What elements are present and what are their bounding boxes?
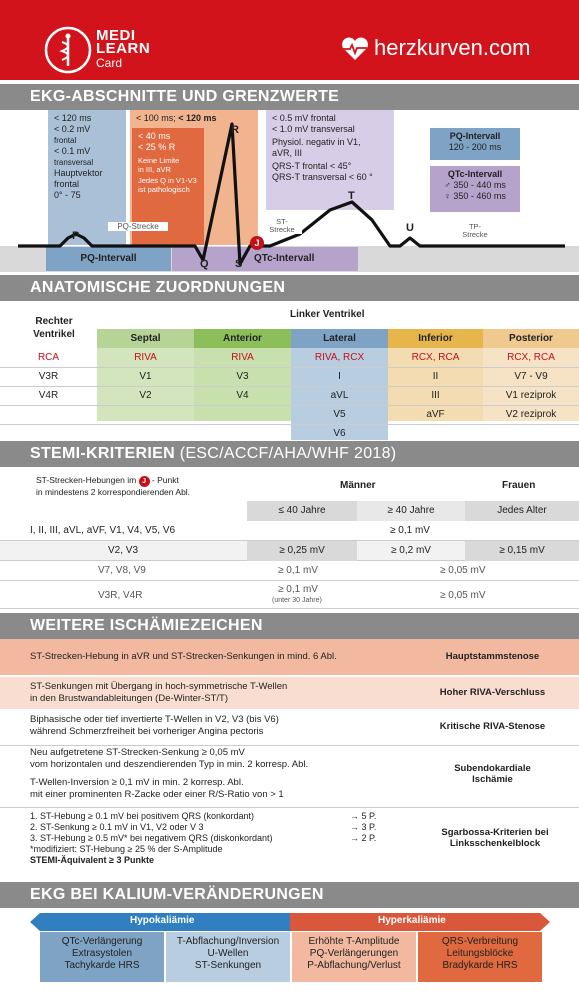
value-text: Hauptvektor [54, 168, 103, 178]
table-cell: V3R [0, 367, 97, 386]
note-text: ist pathologisch [138, 185, 190, 194]
table-cell: RIVA [97, 348, 194, 367]
value-text: Physiol. negativ in V1, [272, 137, 361, 147]
value-text: ≥ 0,05 mV [440, 590, 486, 601]
anatomy-rows [0, 348, 579, 443]
brand-text [96, 29, 150, 55]
kalium-text: P-Abflachung/Verlust [307, 960, 401, 971]
header-inferior: Inferior [388, 329, 483, 348]
table-cell [0, 405, 97, 424]
value-text: ≥ 0,1 mV [278, 565, 318, 576]
table-cell: V2 reziprok [483, 405, 579, 424]
table-cell: RIVA [194, 348, 291, 367]
criterion-text: Biphasische oder tief invertierte T-Wellen in V2, V3 (bis V6) [30, 714, 279, 725]
rechter-ventrikel-header [30, 315, 78, 341]
list-item [0, 811, 579, 875]
criterion-text: während Schmerzfreiheit bei vorheriger Angina pectoris [30, 726, 264, 737]
value-text: < 0.1 mV [54, 146, 91, 156]
tp-label-2: Strecke [462, 230, 488, 239]
stemi-table [0, 467, 579, 610]
list-item [0, 677, 579, 709]
age-le40: ≤ 40 Jahre [247, 501, 357, 521]
q-duration: < 100 ms; [136, 113, 179, 123]
wave-t-label: T [348, 190, 355, 202]
qtc-male: ♂ 350 - 440 ms [444, 180, 506, 190]
brand-line-2: LEARN [96, 40, 151, 57]
diagnosis-text: Hoher RIVA-Verschluss [439, 687, 546, 698]
linker-ventrikel-header: Linker Ventrikel [290, 309, 365, 320]
table-cell: V3 [194, 367, 291, 386]
section-anat-title: ANATOMISCHE ZUORDNUNGEN [0, 275, 579, 301]
ekg-trace [0, 110, 579, 272]
header-bar [0, 0, 579, 80]
value-text: < 1.0 mV transversal [272, 124, 355, 134]
criterion-text: mit einer prominenten R-Zacke oder einer R/S-Ratio von > 1 [30, 789, 284, 800]
criterion-text: in den Brustwandableitungen (De-Winter-ST/T) [30, 693, 229, 704]
table-cell: V1 reziprok [483, 386, 579, 405]
table-cell: RCA [0, 348, 97, 367]
table-row [0, 386, 579, 405]
tp-label-1: TP- [468, 222, 482, 231]
ekg-diagram [0, 110, 579, 272]
value-text: frontal [54, 179, 80, 189]
st-strecke-label [262, 218, 302, 234]
table-cell [194, 405, 291, 424]
kalium-text: Leitungsblöcke [446, 948, 514, 959]
note-text: Jedes Q in V1-V3 [138, 176, 197, 185]
kalium-text: Bradykarde HRS [442, 960, 518, 971]
j-point-icon: J [250, 236, 264, 250]
kalium-box [166, 932, 290, 982]
anatomy-table [0, 303, 579, 440]
criterion-text: 3. ST-Hebung ≥ 0.5 mV* bei negativem QRS (diskonkordant) [30, 833, 273, 843]
diagnosis-text: Ischämie [472, 774, 513, 785]
stemi-title: STEMI-KRITERIEN [30, 445, 175, 462]
kalium-box [40, 932, 164, 982]
table-cell: RIVA, RCX [291, 348, 388, 367]
diagnosis-text: Linksschenkelblock [449, 838, 541, 849]
qtc-female: ♀ 350 - 460 ms [444, 191, 506, 201]
section-ekg-title: EKG-ABSCHNITTE UND GRENZWERTE [0, 84, 579, 110]
value-note: (unter 30 Jahre) [272, 597, 322, 604]
value-text: QRS-T transversal < 60 ° [272, 172, 373, 182]
kalium-text: T-Abflachung/Inversion [176, 936, 280, 947]
kalium-text: U-Wellen [207, 948, 249, 959]
value-text: ≥ 0,05 mV [440, 565, 486, 576]
hypo-label: Hypokaliämie [130, 915, 195, 926]
value-text: < 40 ms [138, 131, 171, 141]
value-text: 0° - 75 [54, 190, 81, 200]
wave-s-label: S [235, 258, 243, 270]
leads-text: V3R, V4R [98, 590, 143, 601]
value-text: ≥ 0,15 mV [465, 541, 579, 561]
note-text: ST-Strecken-Hebungen im [36, 475, 137, 485]
diagnosis-text: Subendokardiale [454, 763, 531, 774]
header-septal: Septal [97, 329, 194, 348]
criterion-text: Neu aufgetretene ST-Strecken-Senkung ≥ 0,05 mV [30, 747, 245, 758]
kalium-text: Extrasystolen [71, 948, 133, 959]
value-text: ≥ 0,2 mV [391, 545, 431, 556]
table-cell: III [388, 386, 483, 405]
kalium-text: Erhöhte T-Amplitude [308, 936, 400, 947]
ischemia-list [0, 639, 579, 879]
header-lateral: Lateral [291, 329, 388, 348]
value-text: QRS-T frontal < 45° [272, 161, 352, 171]
leads-text: I, II, III, aVL, aVF, V1, V4, V5, V6 [30, 525, 176, 536]
diagnosis-text: Sgarbossa-Kriterien bei [441, 827, 549, 838]
leads-text: V7, V8, V9 [98, 565, 146, 576]
criterion-text: vom horizontalen und deszendierenden Typ in min. 2 korresp. Abl. [30, 759, 309, 770]
leads-text: V2, V3 [108, 545, 139, 556]
pq-strecke-label: PQ-Strecke [108, 222, 168, 231]
kalium-arrow [30, 913, 550, 931]
table-cell: V5 [291, 405, 388, 424]
table-cell: V2 [97, 386, 194, 405]
subendo-diagnosis [420, 763, 565, 785]
table-cell: RCX, RCA [483, 348, 579, 367]
table-row [0, 581, 579, 609]
note-text: - Punkt [151, 475, 179, 485]
qtc-title: QTc-Intervall [447, 169, 503, 179]
value-text: transversal [54, 158, 94, 167]
table-cell: V1 [97, 367, 194, 386]
site-name[interactable]: herzkurven.com [374, 35, 531, 60]
j-point-icon: J [139, 476, 150, 487]
qtc-interval-bar: QTc-Intervall [172, 247, 358, 271]
criterion-text: T-Wellen-Inversion ≥ 0,1 mV in min. 2 korresp. Abl. [30, 777, 244, 788]
kalium-text: ST-Senkungen [194, 960, 262, 971]
value-text: ≥ 0,1 mV [278, 584, 318, 595]
value-text: < 120 ms [54, 113, 92, 123]
stemi-subtitle: (ESC/ACCF/AHA/WHF 2018) [179, 445, 397, 462]
brand-card: Card [96, 56, 123, 70]
criterion-text: *modifiziert: ST-Hebung ≥ 25 % der S-Amplitude [30, 844, 223, 854]
criterion-text: 2. ST-Senkung ≥ 0.1 mV in V1, V2 oder V 3 [30, 822, 204, 832]
divider [0, 745, 579, 746]
header-posterior: Posterior [483, 329, 579, 348]
kalium-box [292, 932, 416, 982]
diagnosis-text: Hauptstammstenose [445, 651, 540, 662]
diagnosis-text: Kritische RIVA-Stenose [439, 721, 546, 732]
points-text: → 2 P. [350, 833, 377, 843]
medilearn-logo-icon [44, 26, 92, 74]
note-text: in mindestens 2 korrespondierenden Abl. [36, 487, 191, 497]
points-text: → 5 P. [350, 811, 377, 821]
pq-value: 120 - 200 ms [448, 142, 502, 152]
section-isch-title: WEITERE ISCHÄMIEZEICHEN [0, 613, 579, 639]
criterion-text: STEMI-Äquivalent ≥ 3 Punkte [30, 855, 154, 865]
table-row [0, 348, 579, 367]
table-row [0, 405, 579, 424]
heart-pulse-icon [340, 37, 370, 61]
table-cell: II [388, 367, 483, 386]
kalium-text: Tachykarde HRS [64, 960, 140, 971]
kalium-box [418, 932, 542, 982]
table-row [0, 541, 579, 561]
note-text: Keine Limite [138, 156, 180, 165]
divider [0, 807, 579, 808]
table-cell: aVL [291, 386, 388, 405]
criterion-text: ST-Strecken-Hebung in aVR und ST-Strecken-Senkungen in mind. 6 Abl. [30, 651, 337, 662]
criterion-text: ST-Senkungen mit Übergang in hoch-symmetrische T-Wellen [30, 681, 288, 692]
brand-line-1: MEDI [96, 27, 136, 44]
table-row [0, 521, 579, 541]
value-text: ≥ 0,1 mV [390, 525, 430, 536]
table-cell: V4 [194, 386, 291, 405]
header-text: Rechter [35, 316, 73, 327]
sgarbossa-diagnosis [420, 827, 570, 849]
header-frauen: Frauen [502, 480, 536, 491]
wave-u-label: U [406, 222, 414, 234]
table-row [0, 561, 579, 581]
wave-r-label: R [231, 124, 239, 136]
st-label-1: ST- [276, 217, 288, 226]
value-text: frontal [54, 136, 77, 145]
hyper-label: Hyperkaliämie [378, 915, 446, 926]
header-maenner: Männer [340, 480, 376, 491]
points-column [350, 811, 376, 844]
table-row [0, 367, 579, 386]
header-anterior: Anterior [194, 329, 291, 348]
kalium-text: QRS-Verbreitung [441, 936, 519, 947]
criterion-text: 1. ST-Hebung ≥ 0.1 mV bei positivem QRS (konkordant) [30, 811, 255, 821]
value-text: aVR, III [272, 148, 303, 158]
table-cell: I [291, 367, 388, 386]
value-text: < 0.2 mV [54, 124, 91, 134]
pq-interval-bar: PQ-Intervall [46, 247, 171, 271]
tp-strecke-label [450, 223, 500, 239]
note-text: in III, aVR [138, 165, 171, 174]
q-duration-bold: < 120 ms [178, 113, 217, 123]
stemi-note [36, 475, 190, 498]
table-cell: aVF [388, 405, 483, 424]
age-gt40: ≥ 40 Jahre [357, 501, 465, 521]
list-item [0, 639, 579, 675]
table-cell: V7 - V9 [483, 367, 579, 386]
header-text: Ventrikel [33, 329, 75, 340]
section-kal-title: EKG BEI KALIUM-VERÄNDERUNGEN [0, 882, 579, 908]
kalium-text: QTc-Verlängerung [61, 936, 143, 947]
table-cell: V6 [333, 428, 346, 440]
value-text: ≥ 0,25 mV [247, 541, 357, 561]
table-cell [97, 405, 194, 424]
pq-title: PQ-Intervall [449, 131, 501, 141]
points-text: → 3 P. [350, 822, 377, 832]
list-item [0, 711, 579, 745]
kalium-text: PQ-Verlängerungen [309, 948, 399, 959]
value-text: < 25 % R [138, 142, 176, 152]
wave-p-label: P [72, 230, 80, 242]
table-cell: V4R [0, 386, 97, 405]
section-stemi-title [0, 441, 579, 467]
wave-q-label: Q [200, 258, 209, 270]
st-label-2: Strecke [269, 225, 295, 234]
value-text: < 0.5 mV frontal [272, 113, 336, 123]
table-cell: RCX, RCA [388, 348, 483, 367]
age-all: Jedes Alter [465, 501, 579, 521]
